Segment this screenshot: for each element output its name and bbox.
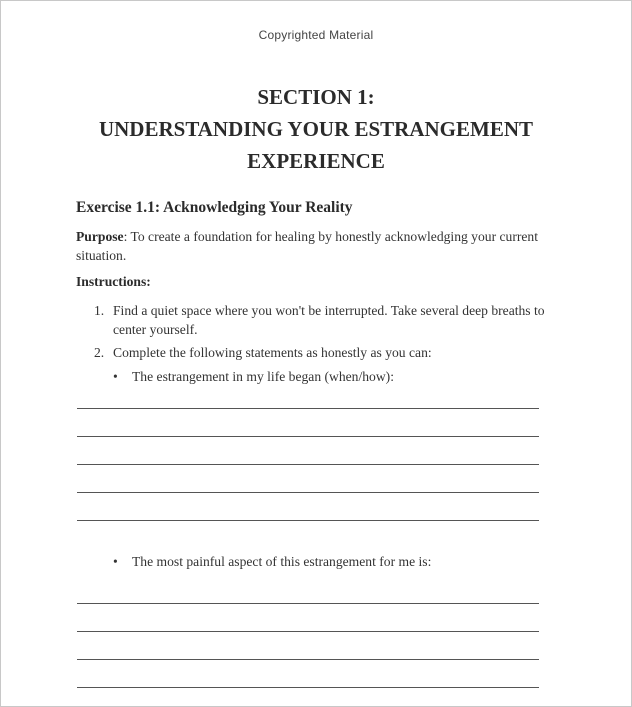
prompt-text: The most painful aspect of this estrangement for me is: [132,554,432,569]
section-title-line-1: SECTION 1: [257,85,375,109]
instruction-step-2 [94,343,564,363]
answer-line[interactable] [77,464,539,465]
answer-line[interactable] [77,659,539,660]
answer-line[interactable] [77,520,539,521]
answer-line[interactable] [77,687,539,688]
answer-line[interactable] [77,492,539,493]
bullet-icon: • [113,369,118,384]
answer-line[interactable] [77,408,539,409]
instruction-step-1 [94,301,564,341]
answer-line[interactable] [77,631,539,632]
purpose-label: Purpose [76,229,124,244]
step-number: 1. [94,303,105,318]
section-title-line-3: EXPERIENCE [247,149,385,173]
bullet-icon: • [113,554,118,569]
section-title [1,81,631,177]
purpose-paragraph [76,227,566,265]
answer-line[interactable] [77,436,539,437]
answer-line[interactable] [77,603,539,604]
purpose-text: : To create a foundation for healing by honestly acknowledging your current situation. [76,229,538,263]
step-number: 2. [94,345,105,360]
prompt-text: The estrangement in my life began (when/how): [132,369,394,384]
prompt-item-2 [113,552,533,572]
prompt-item-1 [113,367,533,387]
section-title-line-2: UNDERSTANDING YOUR ESTRANGEMENT [98,117,534,141]
exercise-title: Exercise 1.1: Acknowledging Your Reality [76,199,353,216]
step-text: Complete the following statements as honestly as you can: [113,345,432,360]
step-text: Find a quiet space where you won't be interrupted. Take several deep breaths to center yourself. [113,303,545,337]
copyright-notice: Copyrighted Material [258,28,374,42]
instructions-label: Instructions: [76,274,151,289]
